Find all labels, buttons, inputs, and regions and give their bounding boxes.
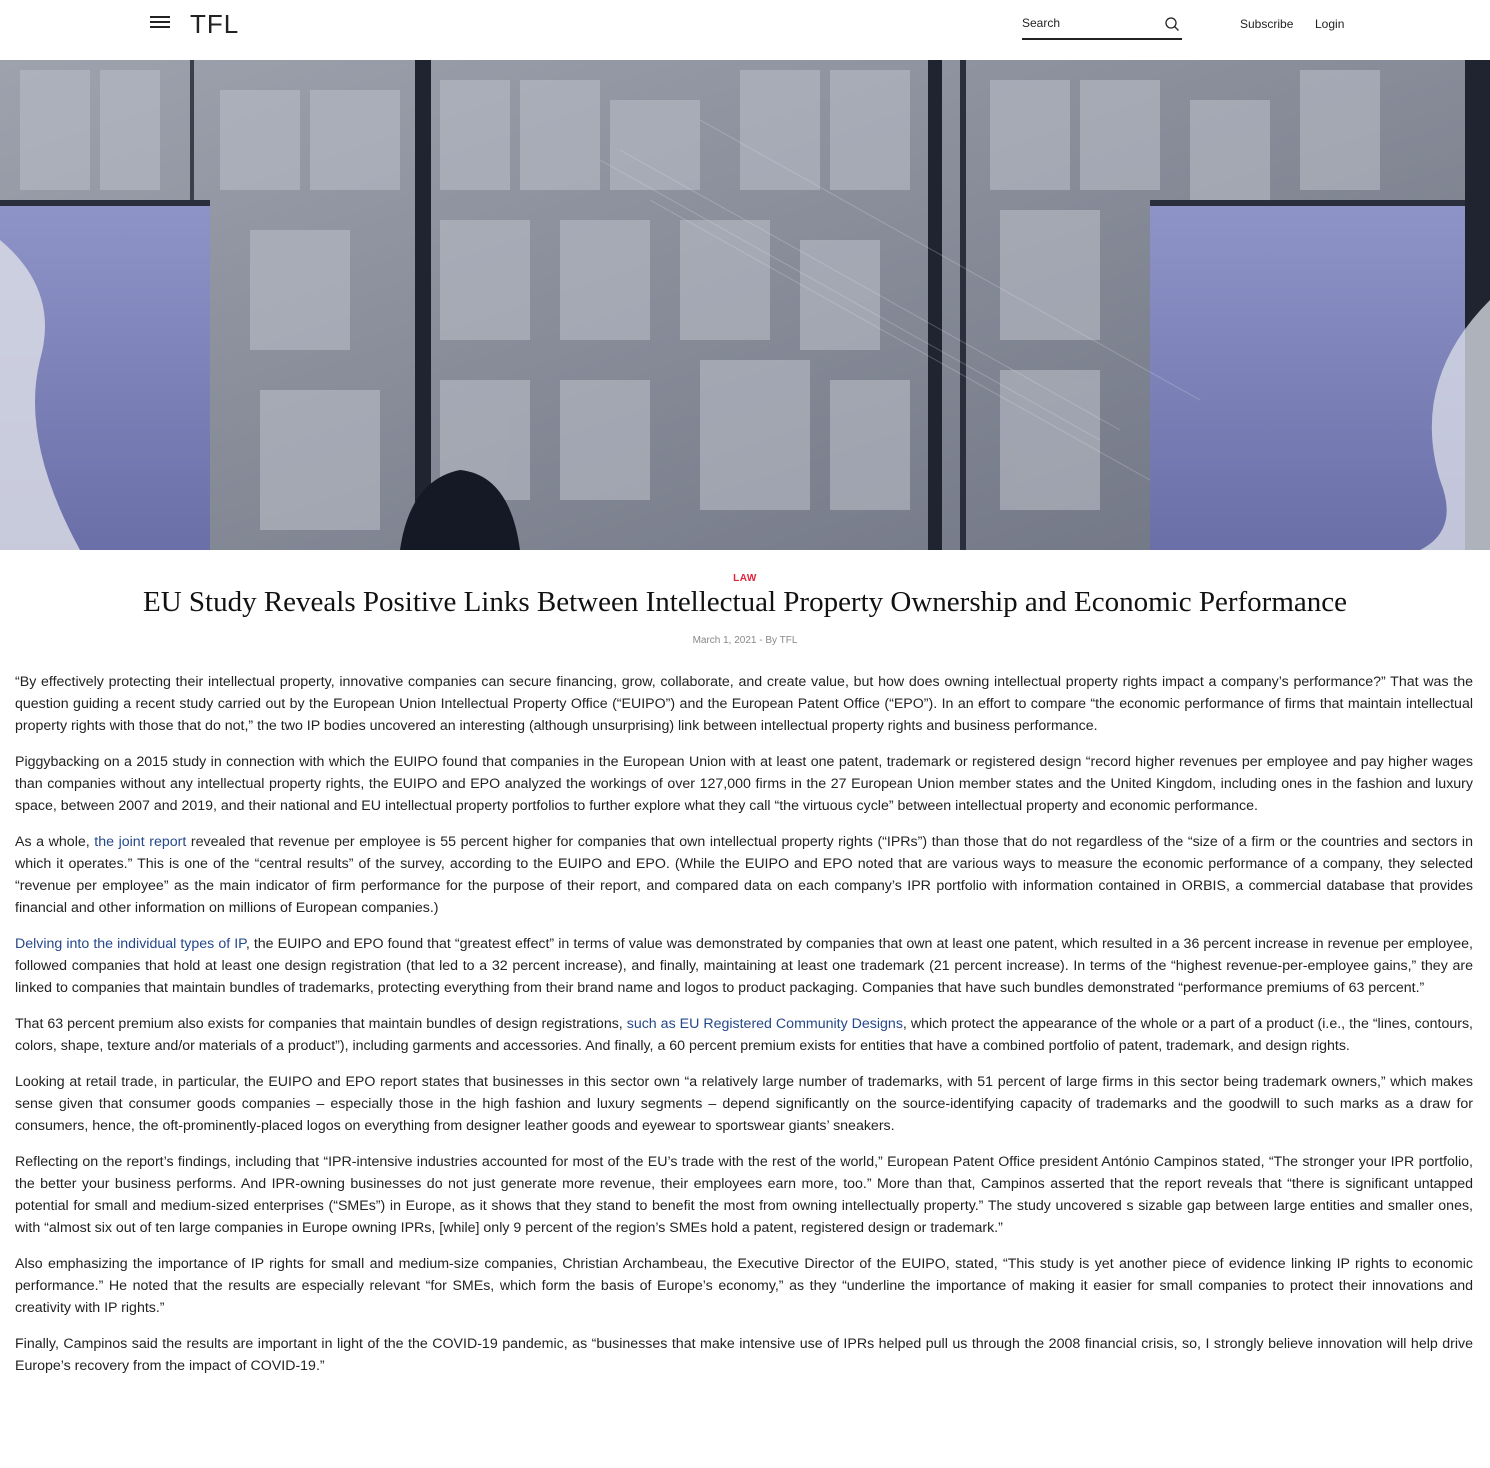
article-meta: March 1, 2021 - By TFL [692, 635, 798, 646]
paragraph-3-text-a: As a whole, [15, 834, 95, 850]
search-box [1022, 12, 1182, 40]
subscribe-link[interactable]: Subscribe [1240, 17, 1294, 31]
paragraph-8: Also emphasizing the importance of IP rights for small and medium-size companies, Christian Archambeau, the Executive Director of the EUIPO, stated, “This study is yet another piece of evidence linking IP rights to economic performance.” He noted that the results are especially relevant “for SMEs, which form the basis of Europe’s economy,” as they “underline the importance of making it easier for small companies to protect their innovations and creativity with IP rights.” [15, 1256, 1473, 1316]
paragraph-2: Piggybacking on a 2015 study in connection with which the EUIPO found that companies in the European Union with at least one patent, trademark or registered design “record higher revenues per employee and pay higher wages than companies without any intellectual property rights, the EUIPO and EPO analyzed the workings of over 127,000 firms in the 27 European Union member states and the United Kingdom, including ones in the fashion and luxury space, between 2007 and 2019, and their national and EU intellectual property portfolios to further explore what they call “the virtuous cycle” between intellectual property and economic performance. [15, 754, 1473, 814]
hero-image [0, 60, 1490, 550]
joint-report-link[interactable]: the joint report [94, 834, 187, 850]
paragraph-3-text-b: revealed that revenue per employee is 55 percent higher for companies that own intellectual property rights (“IPRs”) than those that do not regardless of the “size of a firm or the countries and sectors in which it operates.” This is one of the “central results” of the survey, according to the EUIPO and EPO. (While the EUIPO and EPO noted that are various ways to measure the economic performance of a company, they selected “revenue per employee” as the main indicator of firm performance for the purpose of their report, and compared data on each company’s IPR portfolio with information contained in ORBIS, a commercial database that provides financial and other information on millions of European companies.) [15, 834, 1473, 916]
paragraph-5-text-b: , which protect the appearance of the whole or a part of a product (i.e., the “lines, contours, colors, shape, texture and/or materials of a product”), including garments and accessories. And finally, a 60 percent premium exists for entities that have a combined portfolio of patent, trademark, and design rights. [15, 1016, 1473, 1054]
search-input[interactable] [1022, 12, 1157, 34]
paragraph-6: Looking at retail trade, in particular, the EUIPO and EPO report states that businesses in this sector own “a relatively large number of trademarks, with 51 percent of large firms in this sector being trademark owners,” which makes sense given that consumer goods companies – especially those in the high fashion and luxury segments – depend significantly on the source-identifying capacity of trademarks and the goodwill to such marks as a draw for consumers, hence, the oft-prominently-placed logos on everything from designer leather goods and eyewear to sportswear giants’ sneakers. [15, 1074, 1473, 1134]
paragraph-4 [15, 933, 1473, 999]
article-title: EU Study Reveals Positive Links Between Intellectual Property Ownership and Economic Performance [142, 586, 1347, 618]
site-header [0, 0, 1490, 60]
ip-types-link[interactable]: Delving into the individual types of IP [15, 936, 246, 952]
hamburger-menu-icon[interactable] [150, 16, 170, 30]
paragraph-7: Reflecting on the report’s findings, including that “IPR-intensive industries accounted for most of the EU’s trade with the rest of the world,” European Patent Office president António Campinos stated, “The stronger your IPR portfolio, the better your business performs. And IPR-owning businesses do not just generate more revenue, their employees earn more, too.” More than that, Campinos asserted that the report reveals that “there is significant untapped potential for small and medium-sized enterprises (“SMEs”) in Europe, as it shows that they stand to benefit the most from owning intellectually property.” The study uncovered s sizable gap between large entities and smaller ones, with “almost six out of ten large companies in Europe owning IPRs, [while] only 9 percent of the region’s SMEs hold a patent, registered design or trademark.” [15, 1154, 1473, 1236]
paragraph-4-text: , the EUIPO and EPO found that “greatest effect” in terms of value was demonstrated by companies that own at least one patent, which resulted in a 36 percent increase in revenue per employee, followed companies that hold at least one design registration (that led to a 32 percent increase), and finally, maintaining at least one trademark (21 percent increase). In terms of the “highest revenue-per-employee gains,” they are linked to companies that maintain bundles of trademarks, protecting everything from their brand name and logos to product packaging. Companies that have such bundles demonstrated “performance premiums of 63 percent.” [15, 936, 1473, 996]
paragraph-1: “By effectively protecting their intellectual property, innovative companies can secure financing, grow, collaborate, and create value, but how does owning intellectual property rights impact a company’s performance?” That was the question guiding a recent study carried out by the European Union Intellectual Property Office (“EUIPO”) and the European Patent Office (“EPO”). In an effort to compare “the economic performance of firms that maintain intellectual property rights with those that do not,” the two IP bodies uncovered an interesting (although unsurprising) link between intellectual property rights and business performance. [15, 674, 1473, 734]
hero-photo [0, 60, 1490, 550]
login-link[interactable]: Login [1315, 17, 1345, 31]
paragraph-9: Finally, Campinos said the results are important in light of the the COVID-19 pandemic, as “businesses that make intensive use of IPRs helped pull us through the 2008 financial crisis, so, I strongly believe innovation will help drive Europe’s recovery from the impact of COVID-19.” [15, 1336, 1473, 1374]
paragraph-5-text-a: That 63 percent premium also exists for companies that maintain bundles of design registrations, [15, 1016, 627, 1032]
paragraph-5 [15, 1013, 1473, 1057]
site-logo[interactable]: TFL [190, 9, 240, 39]
article-category[interactable]: LAW [733, 573, 757, 584]
paragraph-3 [15, 831, 1473, 919]
search-icon[interactable] [1164, 16, 1180, 32]
article-body [15, 671, 1473, 1391]
registered-designs-link[interactable]: such as EU Registered Community Designs [626, 1016, 903, 1032]
